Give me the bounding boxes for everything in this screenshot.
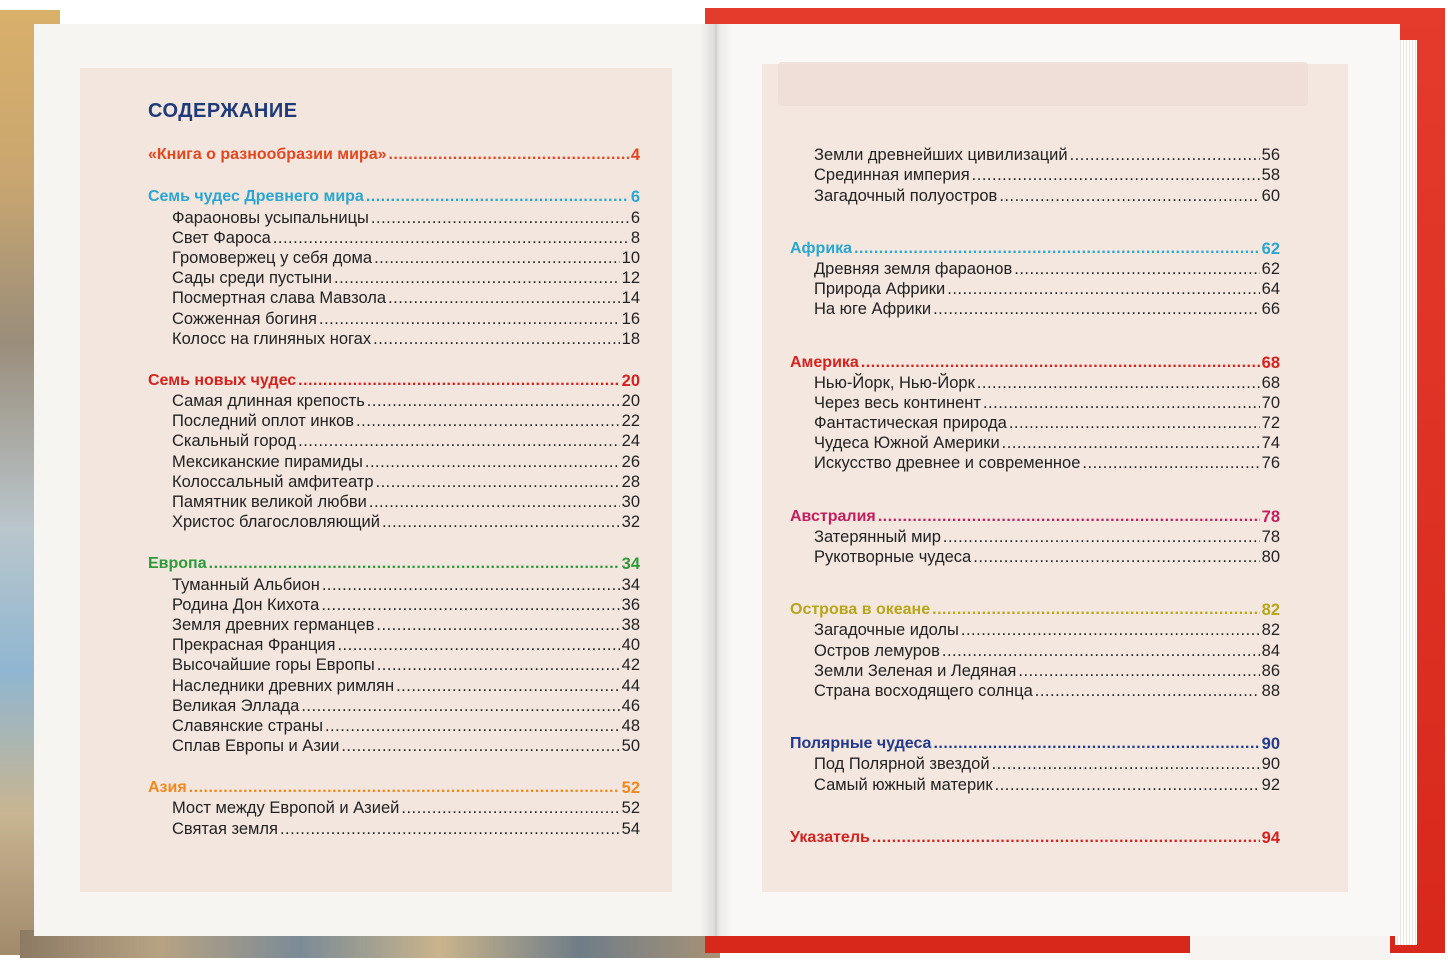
toc-left-column bbox=[148, 145, 640, 839]
toc-page-number: 92 bbox=[1261, 775, 1280, 794]
toc-section-heading[interactable] bbox=[790, 352, 1280, 372]
dot-leader bbox=[341, 736, 619, 756]
toc-entry[interactable] bbox=[790, 145, 1280, 165]
toc-entry-title: Семь чудес Древнего мира bbox=[148, 188, 364, 206]
toc-page-number: 82 bbox=[1261, 621, 1280, 640]
toc-entry-title: Высочайшие горы Европы bbox=[172, 656, 375, 675]
toc-entry[interactable] bbox=[148, 472, 640, 492]
toc-entry-title: На юге Африки bbox=[814, 300, 932, 319]
toc-entry[interactable] bbox=[790, 774, 1280, 794]
dot-leader bbox=[337, 635, 619, 655]
toc-entry-title: Страна восходящего солнца bbox=[814, 681, 1033, 700]
toc-entry-title: Земля древних германцев bbox=[172, 615, 375, 634]
dot-leader bbox=[369, 492, 620, 512]
toc-section-heading[interactable] bbox=[148, 554, 640, 574]
toc-entry-title: Остров лемуров bbox=[814, 641, 940, 660]
toc-entry-title: Туманный Альбион bbox=[172, 575, 320, 594]
toc-page-number: 64 bbox=[1261, 280, 1280, 299]
dot-leader bbox=[209, 554, 620, 574]
section-gap bbox=[790, 795, 1280, 828]
toc-entry[interactable] bbox=[790, 433, 1280, 453]
toc-page-number: 68 bbox=[1261, 353, 1280, 372]
toc-entry-title: Срединная империя bbox=[814, 166, 970, 185]
dot-leader bbox=[1002, 433, 1260, 453]
toc-entry[interactable] bbox=[148, 451, 640, 471]
dot-leader bbox=[301, 696, 619, 716]
toc-page-number: 78 bbox=[1261, 527, 1280, 546]
toc-section-heading[interactable] bbox=[148, 187, 640, 207]
toc-page-number: 20 bbox=[621, 392, 640, 411]
book-gutter bbox=[700, 24, 732, 936]
dot-leader bbox=[1082, 453, 1259, 473]
toc-entry[interactable] bbox=[148, 818, 640, 838]
toc-entry[interactable] bbox=[148, 635, 640, 655]
toc-page-number: 28 bbox=[621, 472, 640, 491]
toc-entry-title: Колосс на глиняных ногах bbox=[172, 329, 372, 348]
toc-entry[interactable] bbox=[790, 299, 1280, 319]
toc-section-heading[interactable] bbox=[790, 828, 1280, 848]
dot-leader bbox=[1009, 413, 1260, 433]
dot-leader bbox=[322, 575, 620, 595]
toc-entry-title: Сады среди пустыни bbox=[172, 269, 333, 288]
toc-page-number: 42 bbox=[621, 656, 640, 675]
toc-entry[interactable] bbox=[148, 431, 640, 451]
dot-leader bbox=[995, 775, 1260, 795]
toc-page-number: 38 bbox=[621, 615, 640, 634]
dot-leader bbox=[961, 620, 1260, 640]
toc-page-number: 48 bbox=[621, 716, 640, 735]
dot-leader bbox=[298, 371, 619, 391]
toc-entry[interactable] bbox=[148, 736, 640, 756]
dot-leader bbox=[1018, 661, 1259, 681]
toc-entry[interactable] bbox=[148, 675, 640, 695]
toc-page-number: 70 bbox=[1261, 393, 1280, 412]
dot-leader bbox=[334, 268, 620, 288]
toc-entry-title: Америка bbox=[790, 353, 859, 371]
toc-page-number: 68 bbox=[1261, 373, 1280, 392]
toc-page-number: 84 bbox=[1261, 641, 1280, 660]
toc-entry-title: Чудеса Южной Америки bbox=[814, 434, 1000, 453]
dot-leader bbox=[374, 248, 620, 268]
dot-leader bbox=[367, 391, 620, 411]
toc-entry[interactable] bbox=[148, 716, 640, 736]
toc-entry-title: Сплав Европы и Азии bbox=[172, 737, 340, 756]
dot-leader bbox=[382, 512, 620, 532]
toc-entry-title: Громовержец у себя дома bbox=[172, 248, 373, 267]
section-gap bbox=[790, 206, 1280, 239]
dot-leader bbox=[325, 716, 620, 736]
toc-entry[interactable] bbox=[148, 574, 640, 594]
toc-entry[interactable] bbox=[148, 512, 640, 532]
toc-page-number: 54 bbox=[621, 819, 640, 838]
toc-entry-title: Полярные чудеса bbox=[790, 735, 932, 753]
dot-leader bbox=[376, 472, 620, 492]
dot-leader bbox=[943, 527, 1260, 547]
toc-entry[interactable] bbox=[790, 279, 1280, 299]
toc-page-number: 88 bbox=[1261, 681, 1280, 700]
toc-page-number: 58 bbox=[1261, 166, 1280, 185]
section-gap bbox=[790, 473, 1280, 506]
toc-page-number: 36 bbox=[621, 595, 640, 614]
section-gap bbox=[790, 319, 1280, 352]
toc-entry-title: Фараоновы усыпальницы bbox=[172, 208, 369, 227]
toc-entry[interactable] bbox=[148, 492, 640, 512]
toc-entry-title: Через весь континент bbox=[814, 393, 981, 412]
toc-entry-title: Христос благословляющий bbox=[172, 513, 380, 532]
toc-page-number: 62 bbox=[1261, 239, 1280, 258]
toc-entry-title: «Книга о разнообразии мира» bbox=[148, 146, 387, 164]
toc-section-heading[interactable] bbox=[148, 778, 640, 798]
toc-entry-title: Сожженная богиня bbox=[172, 309, 317, 328]
dot-leader bbox=[298, 431, 620, 451]
toc-entry-title: Колоссальный амфитеатр bbox=[172, 472, 374, 491]
show-through-band bbox=[778, 62, 1308, 106]
toc-page-number: 12 bbox=[621, 269, 640, 288]
toc-entry-title: Великая Эллада bbox=[172, 696, 300, 715]
toc-page-number: 90 bbox=[1261, 755, 1280, 774]
toc-section-heading[interactable] bbox=[790, 239, 1280, 259]
dot-leader bbox=[1035, 681, 1260, 701]
toc-entry-title: Мексиканские пирамиды bbox=[172, 452, 363, 471]
toc-page-number: 52 bbox=[621, 779, 640, 798]
toc-entry-title: Загадочные идолы bbox=[814, 621, 959, 640]
toc-page-number: 72 bbox=[1261, 414, 1280, 433]
toc-page-number: 62 bbox=[1261, 259, 1280, 278]
toc-entry[interactable] bbox=[148, 228, 640, 248]
toc-entry-title: Мост между Европой и Азией bbox=[172, 799, 400, 818]
toc-entry-title: Острова в океане bbox=[790, 601, 931, 619]
toc-entry[interactable] bbox=[148, 595, 640, 615]
dot-leader bbox=[933, 734, 1259, 754]
toc-entry[interactable] bbox=[790, 393, 1280, 413]
toc-entry-title: Свет Фароса bbox=[172, 228, 271, 247]
toc-page-number: 46 bbox=[621, 696, 640, 715]
toc-entry[interactable] bbox=[148, 207, 640, 227]
dot-leader bbox=[377, 655, 620, 675]
dot-leader bbox=[321, 595, 619, 615]
toc-page-number: 6 bbox=[630, 208, 640, 227]
toc-entry[interactable] bbox=[790, 754, 1280, 774]
toc-page-number: 56 bbox=[1261, 146, 1280, 165]
toc-page-number: 24 bbox=[621, 432, 640, 451]
toc-entry[interactable] bbox=[148, 798, 640, 818]
toc-entry-title: Затерянный мир bbox=[814, 527, 941, 546]
toc-entry[interactable] bbox=[790, 259, 1280, 279]
toc-page-number: 50 bbox=[621, 737, 640, 756]
toc-section-heading[interactable] bbox=[790, 506, 1280, 526]
toc-entry-title: Рукотворные чудеса bbox=[814, 548, 972, 566]
toc-page-number: 6 bbox=[630, 188, 640, 207]
toc-entry[interactable] bbox=[790, 165, 1280, 185]
toc-entry-title: Природа Африки bbox=[814, 280, 946, 299]
dot-leader bbox=[973, 547, 1259, 567]
toc-entry-title: Посмертная слава Мавзола bbox=[172, 289, 387, 308]
toc-page-number: 94 bbox=[1261, 828, 1280, 847]
dot-leader bbox=[388, 288, 620, 308]
toc-entry-title: Указатель bbox=[790, 828, 870, 846]
dot-leader bbox=[992, 754, 1260, 774]
toc-entry-title: Земли древнейших цивилизаций bbox=[814, 146, 1068, 165]
toc-entry[interactable] bbox=[790, 413, 1280, 433]
toc-page-number: 4 bbox=[630, 146, 640, 165]
toc-entry-title: Искусство древнее и современное bbox=[814, 454, 1081, 473]
toc-entry-title: Памятник великой любви bbox=[172, 493, 367, 511]
dot-leader bbox=[872, 828, 1260, 848]
dot-leader bbox=[942, 641, 1260, 661]
toc-page-number: 34 bbox=[621, 575, 640, 594]
dot-leader bbox=[356, 411, 620, 431]
toc-entry[interactable] bbox=[790, 681, 1280, 701]
toc-entry-title: Загадочный полуостров bbox=[814, 186, 998, 205]
dot-leader bbox=[947, 279, 1259, 299]
toc-entry[interactable] bbox=[790, 547, 1280, 567]
section-gap bbox=[790, 567, 1280, 600]
section-gap bbox=[148, 532, 640, 554]
toc-entry-title: Африка bbox=[790, 239, 853, 257]
dot-leader bbox=[280, 819, 620, 839]
toc-page-number: 78 bbox=[1261, 507, 1280, 526]
dot-leader bbox=[396, 676, 620, 696]
toc-entry[interactable] bbox=[148, 288, 640, 308]
section-gap bbox=[148, 349, 640, 371]
dot-leader bbox=[854, 239, 1260, 259]
toc-page-number: 10 bbox=[621, 248, 640, 267]
dot-leader bbox=[376, 615, 619, 635]
toc-section-heading[interactable] bbox=[148, 371, 640, 391]
toc-entry-title: Самая длинная крепость bbox=[172, 392, 365, 411]
dot-leader bbox=[365, 452, 620, 472]
toc-entry-title: Наследники древних римлян bbox=[172, 676, 395, 695]
toc-entry-title: Древняя земля фараонов bbox=[814, 259, 1013, 278]
toc-entry-title: Азия bbox=[148, 779, 187, 797]
toc-page-number: 90 bbox=[1261, 735, 1280, 754]
toc-entry-title: Европа bbox=[148, 555, 207, 573]
dot-leader bbox=[861, 353, 1260, 373]
toc-entry[interactable] bbox=[148, 411, 640, 431]
page-title: СОДЕРЖАНИЕ bbox=[148, 100, 298, 122]
toc-page-number: 8 bbox=[630, 228, 640, 247]
toc-entry[interactable] bbox=[148, 391, 640, 411]
toc-entry-title: Семь новых чудес bbox=[148, 371, 297, 389]
toc-page-number: 18 bbox=[621, 329, 640, 348]
section-gap bbox=[790, 701, 1280, 734]
toc-entry[interactable] bbox=[148, 329, 640, 349]
toc-page-number: 22 bbox=[621, 412, 640, 431]
toc-section-heading[interactable] bbox=[148, 145, 640, 165]
toc-entry-title: Славянские страны bbox=[172, 716, 323, 735]
dot-leader bbox=[189, 778, 620, 798]
toc-entry-title: Под Полярной звездой bbox=[814, 755, 990, 774]
dot-leader bbox=[878, 507, 1260, 527]
dot-leader bbox=[983, 393, 1260, 413]
toc-page-number: 30 bbox=[621, 493, 640, 511]
dot-leader bbox=[371, 208, 629, 228]
toc-entry[interactable] bbox=[790, 640, 1280, 660]
dot-leader bbox=[273, 228, 629, 248]
dot-leader bbox=[999, 186, 1259, 206]
toc-entry[interactable] bbox=[148, 655, 640, 675]
toc-entry-title: Австралия bbox=[790, 507, 876, 525]
dot-leader bbox=[977, 373, 1260, 393]
toc-page-number: 82 bbox=[1261, 601, 1280, 620]
toc-entry[interactable] bbox=[790, 373, 1280, 393]
toc-entry[interactable] bbox=[790, 661, 1280, 681]
toc-entry[interactable] bbox=[790, 527, 1280, 547]
toc-entry-title: Земли Зеленая и Ледяная bbox=[814, 661, 1017, 680]
toc-page-number: 14 bbox=[621, 289, 640, 308]
toc-entry[interactable] bbox=[790, 453, 1280, 473]
dot-leader bbox=[932, 600, 1260, 620]
toc-page-number: 52 bbox=[621, 799, 640, 818]
dot-leader bbox=[972, 165, 1260, 185]
toc-section-heading[interactable] bbox=[790, 600, 1280, 620]
dot-leader bbox=[1070, 145, 1260, 165]
section-gap bbox=[148, 756, 640, 778]
toc-section-heading[interactable] bbox=[790, 734, 1280, 754]
toc-page-number: 20 bbox=[621, 371, 640, 390]
toc-page-number: 34 bbox=[621, 555, 640, 574]
toc-entry-title: Нью-Йорк, Нью-Йорк bbox=[814, 373, 975, 392]
toc-page-number: 32 bbox=[621, 513, 640, 532]
toc-right-column bbox=[790, 145, 1280, 848]
toc-entry-title: Фантастическая природа bbox=[814, 414, 1007, 433]
toc-page-number: 16 bbox=[621, 309, 640, 328]
dot-leader bbox=[319, 309, 620, 329]
toc-page-number: 66 bbox=[1261, 300, 1280, 319]
toc-page-number: 76 bbox=[1261, 454, 1280, 473]
dot-leader bbox=[366, 187, 629, 207]
toc-page-number: 60 bbox=[1261, 186, 1280, 205]
toc-entry-title: Последний оплот инков bbox=[172, 412, 355, 431]
toc-page-number: 74 bbox=[1261, 434, 1280, 453]
toc-entry[interactable] bbox=[790, 620, 1280, 640]
toc-page-number: 44 bbox=[621, 676, 640, 695]
toc-entry[interactable] bbox=[148, 696, 640, 716]
toc-entry-title: Родина Дон Кихота bbox=[172, 595, 320, 614]
toc-entry[interactable] bbox=[790, 185, 1280, 205]
toc-entry-title: Самый южный материк bbox=[814, 775, 993, 794]
dot-leader bbox=[388, 145, 628, 165]
dot-leader bbox=[933, 299, 1260, 319]
toc-entry[interactable] bbox=[148, 615, 640, 635]
dot-leader bbox=[373, 329, 620, 349]
toc-page-number: 40 bbox=[621, 636, 640, 655]
toc-page-number: 26 bbox=[621, 452, 640, 471]
toc-page-number: 80 bbox=[1261, 548, 1280, 566]
toc-entry-title: Скальный город bbox=[172, 432, 297, 451]
dot-leader bbox=[401, 798, 619, 818]
toc-entry[interactable] bbox=[148, 308, 640, 328]
toc-entry-title: Святая земля bbox=[172, 819, 278, 838]
toc-entry-title: Прекрасная Франция bbox=[172, 636, 336, 655]
section-gap bbox=[148, 165, 640, 187]
toc-entry[interactable] bbox=[148, 268, 640, 288]
toc-entry[interactable] bbox=[148, 248, 640, 268]
dot-leader bbox=[1014, 259, 1259, 279]
toc-page-number: 86 bbox=[1261, 661, 1280, 680]
